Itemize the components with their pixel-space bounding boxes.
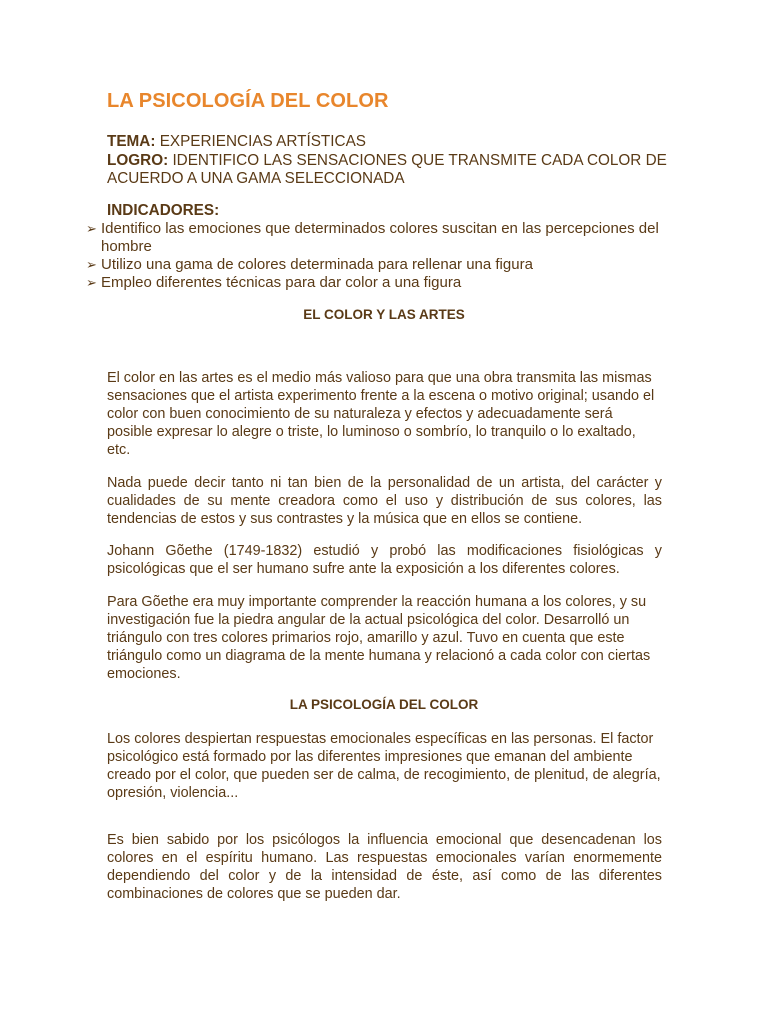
indicator-item [86, 256, 676, 274]
logro-value: IDENTIFICO LAS SENSACIONES QUE TRANSMITE CADA COLOR DE ACUERDO A UNA GAMA SELECCIONADA [107, 151, 667, 187]
tema-value: EXPERIENCIAS ARTÍSTICAS [159, 133, 366, 150]
logro-line [107, 152, 667, 189]
indicator-item [86, 274, 676, 292]
tema-label: TEMA: [107, 133, 156, 150]
indicator-text: Utilizo una gama de colores determinada para rellenar una figura [101, 256, 533, 273]
tema-line [107, 133, 667, 152]
indicadores-heading: INDICADORES: [107, 202, 220, 219]
section-heading-color-artes: EL COLOR Y LAS ARTES [303, 307, 465, 322]
paragraph: Johann Gõethe (1749-1832) estudió y probó las modificaciones fisiológicas y psicológicas que el ser humano sufre ante la exposición a los diferentes colores. [107, 543, 662, 577]
paragraph: Es bien sabido por los psicólogos la influencia emocional que desencadenan los colores en el espíritu humano. Las respuestas emocionales varían enormemente dependiendo del color y de la intensidad de éste, así como de las diferentes combinaciones de colores que se pueden dar. [107, 832, 662, 902]
indicator-text: Empleo diferentes técnicas para dar color a una figura [101, 274, 462, 291]
paragraph: Nada puede decir tanto ni tan bien de la personalidad de un artista, del carácter y cualidades de su mente creadora como el uso y distribución de sus colores, las tendencias de estos y sus contrastes y la música que en ellos se contiene. [107, 475, 662, 527]
logro-label: LOGRO: [107, 151, 169, 169]
paragraph: Los colores despiertan respuestas emocionales específicas en las personas. El factor psicológico está formado por las diferentes impresiones que emanan del ambiente creado por el color, que pueden ser de calma, de recogimiento, de plenitud, de alegría, opresión, violencia... [107, 731, 661, 801]
section-heading-psicologia: LA PSICOLOGÍA DEL COLOR [289, 697, 479, 712]
arrow-bullet-icon: ➢ [86, 221, 97, 236]
document-meta [107, 133, 667, 189]
paragraph: El color en las artes es el medio más valioso para que una obra transmita las mismas sensaciones que el artista experimento frente a la escena o motivo original; usando el color con buen conocimiento de su naturaleza y efectos y adecuadamente será posible expresar lo alegre o triste, lo luminoso o sombrío, lo tranquilo o lo exaltado, etc. [107, 370, 655, 458]
indicators-list [86, 220, 676, 292]
indicator-text: Identifico las emociones que determinados colores suscitan en las percepciones del hombre [101, 220, 659, 255]
arrow-bullet-icon: ➢ [86, 257, 97, 272]
document-title: LA PSICOLOGÍA DEL COLOR [107, 90, 389, 112]
paragraph: Para Gõethe era muy importante comprender la reacción humana a los colores, y su investigación fue la piedra angular de la actual psicológica del color. Desarrolló un triángulo con tres colores primarios rojo, amarillo y azul. Tuvo en cuenta que este triángulo como un diagrama de la mente humana y relacionó a cada color con ciertas emociones. [107, 594, 651, 682]
arrow-bullet-icon: ➢ [86, 275, 97, 290]
indicator-item [86, 220, 676, 256]
